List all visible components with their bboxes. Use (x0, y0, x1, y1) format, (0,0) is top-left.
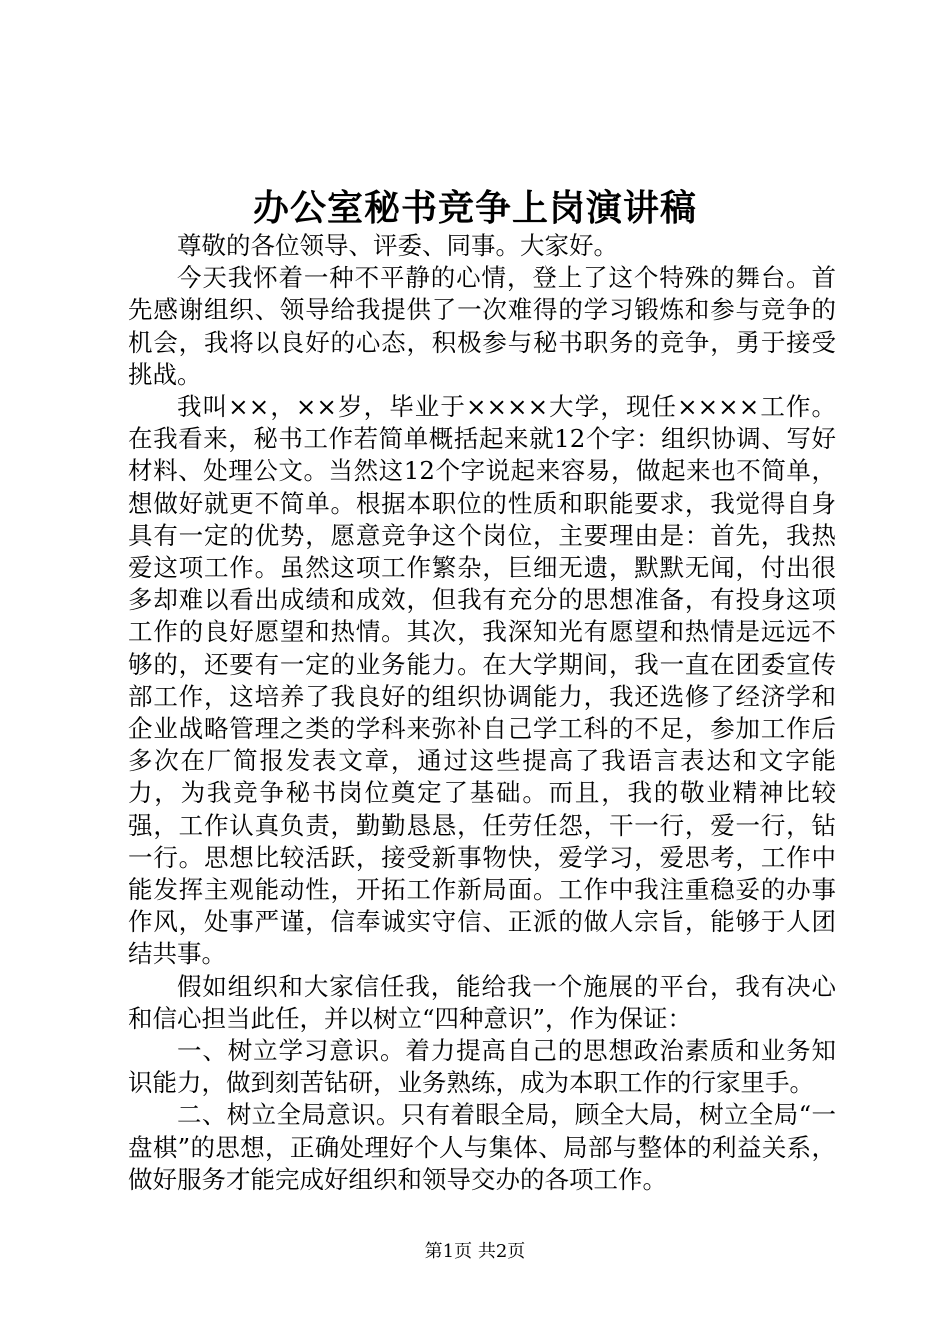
paragraph-self-introduction: 我叫××，××岁，毕业于××××大学，现任××××工作。在我看来，秘书工作若简单概括起来就12个字：组织协调、写好材料、处理公文。当然这12个字说起来容易，做起来也不简单，想做好就更不简单。根据本职位的性质和职能要求，我觉得自身具有一定的优势，愿意竞争这个岗位，主要理由是：首先，我热爱这项工作。虽然这项工作繁杂，巨细无遗，默默无闻，付出很多却难以看出成绩和成效，但我有充分的思想准备，有投身这项工作的良好愿望和热情。其次，我深知光有愿望和热情是远远不够的，还要有一定的业务能力。在大学期间，我一直在团委宣传部工作，这培养了我良好的组织协调能力，我还选修了经济学和企业战略管理之类的学科来弥补自己学工科的不足，参加工作后多次在厂简报发表文章，通过这些提高了我语言表达和文字能力，为我竞争秘书岗位奠定了基础。而且，我的敬业精神比较强，工作认真负责，勤勤恳恳，任劳任怨，干一行，爱一行，钻一行。思想比较活跃，接受新事物快，爱学习，爱思考，工作中能发挥主观能动性，开拓工作新局面。工作中我注重稳妥的办事作风，处事严谨，信奉诚实守信、正派的做人宗旨，能够于人团结共事。 (128, 392, 836, 969)
paragraph-overall-awareness: 二、树立全局意识。只有着眼全局，顾全大局，树立全局“一盘棋”的思想，正确处理好个人与集体、局部与整体的利益关系，做好服务才能完成好组织和领导交办的各项工作。 (128, 1100, 836, 1194)
page-number-footer: 第1页 共2页 (424, 1241, 526, 1262)
paragraph-commitment: 假如组织和大家信任我，能给我一个施展的平台，我有决心和信心担当此任，并以树立“四种意识”，作为保证： (128, 971, 836, 1033)
document-body (128, 230, 836, 1196)
paragraph-greeting: 尊敬的各位领导、评委、同事。大家好。 (177, 231, 618, 260)
paragraph-learning-awareness: 一、树立学习意识。着力提高自己的思想政治素质和业务知识能力，做到刻苦钻研，业务熟练，成为本职工作的行家里手。 (128, 1036, 836, 1098)
paragraph-opening: 今天我怀着一种不平静的心情，登上了这个特殊的舞台。首先感谢组织、领导给我提供了一次难得的学习锻炼和参与竞争的机会，我将以良好的心态，积极参与秘书职务的竞争，勇于接受挑战。 (128, 263, 836, 389)
document-title: 办公室秘书竞争上岗演讲稿 (252, 187, 697, 229)
